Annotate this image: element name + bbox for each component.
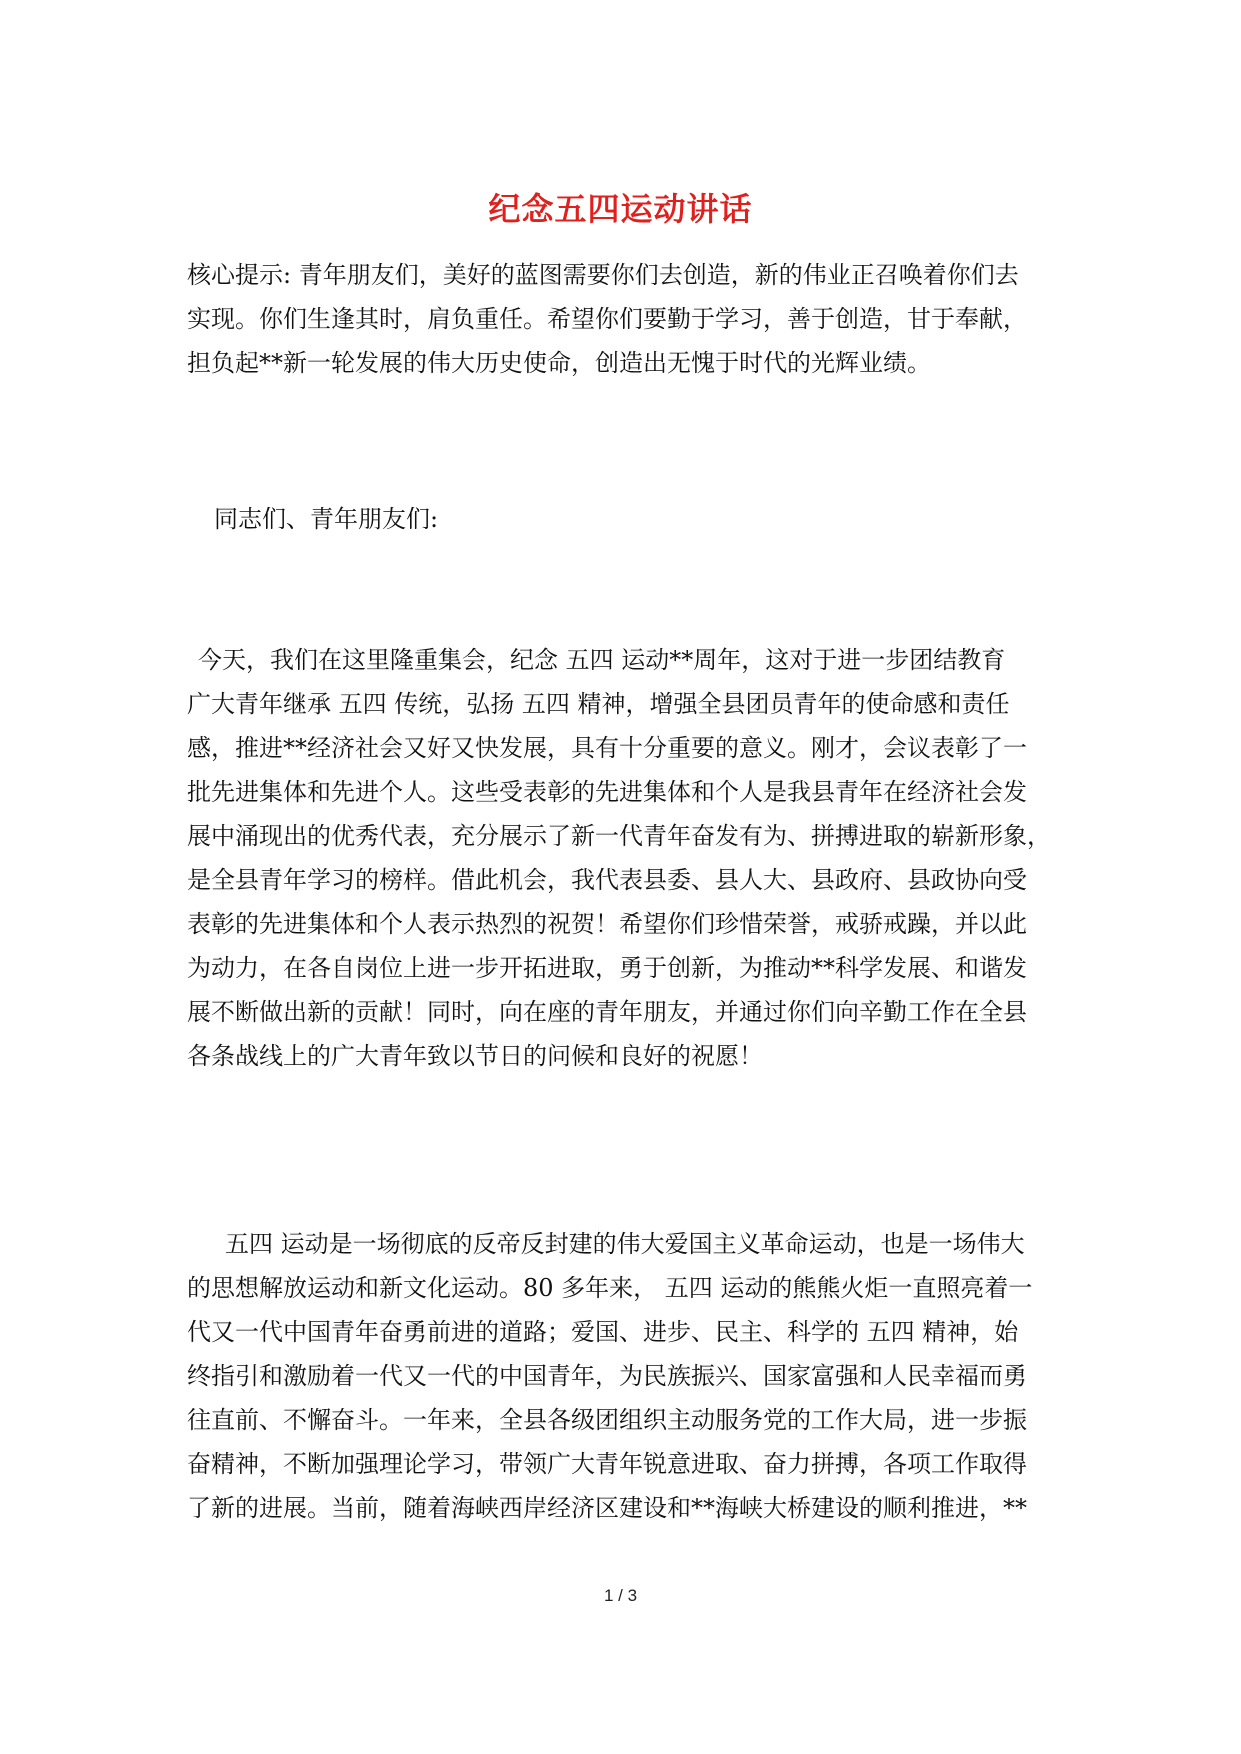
paragraph-line: 了新的进展。当前，随着海峡西岸经济区建设和**海峡大桥建设的顺利推进，** — [187, 1494, 1027, 1522]
body-paragraph-1 — [187, 638, 1061, 1078]
paragraph-line: 的思想解放运动和新文化运动。80 多年来， 五四 运动的熊熊火炬一直照亮着一 — [187, 1274, 1033, 1302]
paragraph-line: 是全县青年学习的榜样。借此机会，我代表县委、县人大、县政府、县政协向受 — [187, 866, 1027, 894]
paragraph-line: 奋精神，不断加强理论学习，带领广大青年锐意进取、奋力拼搏，各项工作取得 — [187, 1450, 1027, 1478]
salutation-text: 同志们、青年朋友们: — [214, 505, 439, 533]
paragraph-line: 各条战线上的广大青年致以节日的问候和良好的祝愿！ — [187, 1042, 763, 1070]
paragraph-line: 往直前、不懈奋斗。一年来，全县各级团组织主动服务党的工作大局，进一步振 — [187, 1406, 1027, 1434]
paragraph-line: 五四 运动是一场彻底的反帝反封建的伟大爱国主义革命运动，也是一场伟大 — [225, 1230, 1025, 1258]
summary-block — [187, 253, 1061, 385]
paragraph-line: 为动力，在各自岗位上进一步开拓进取，勇于创新，为推动**科学发展、和谐发 — [187, 954, 1027, 982]
summary-line: 担负起**新一轮发展的伟大历史使命，创造出无愧于时代的光辉业绩。 — [187, 349, 931, 377]
paragraph-line: 广大青年继承 五四 传统，弘扬 五四 精神，增强全县团员青年的使命感和责任 — [187, 690, 1010, 718]
paragraph-line: 展不断做出新的贡献！同时，向在座的青年朋友，并通过你们向辛勤工作在全县 — [187, 998, 1027, 1026]
summary-line: 核心提示: 青年朋友们，美好的蓝图需要你们去创造，新的伟业正召唤着你们去 — [187, 261, 1019, 289]
page-number: 1 / 3 — [603, 1586, 638, 1605]
salutation-block — [187, 497, 1061, 541]
paragraph-line: 表彰的先进集体和个人表示热烈的祝贺！希望你们珍惜荣誉，戒骄戒躁，并以此 — [187, 910, 1027, 938]
paragraph-line: 展中涌现出的优秀代表，充分展示了新一代青年奋发有为、拼搏进取的崭新形象， — [187, 822, 1051, 850]
body-paragraph-2 — [187, 1222, 1061, 1530]
paragraph-line: 代又一代中国青年奋勇前进的道路；爱国、进步、民主、科学的 五四 精神，始 — [187, 1318, 1019, 1346]
paragraph-line: 终指引和激励着一代又一代的中国青年，为民族振兴、国家富强和人民幸福而勇 — [187, 1362, 1027, 1390]
paragraph-line: 批先进集体和先进个人。这些受表彰的先进集体和个人是我县青年在经济社会发 — [187, 778, 1027, 806]
paragraph-line: 感，推进**经济社会又好又快发展，具有十分重要的意义。刚才，会议表彰了一 — [187, 734, 1027, 762]
document-title: 纪念五四运动讲话 — [488, 190, 753, 228]
summary-line: 实现。你们生逢其时，肩负重任。希望你们要勤于学习，善于创造，甘于奉献， — [187, 305, 1027, 333]
paragraph-line: 今天，我们在这里隆重集会，纪念 五四 运动**周年，这对于进一步团结教育 — [198, 646, 1006, 674]
